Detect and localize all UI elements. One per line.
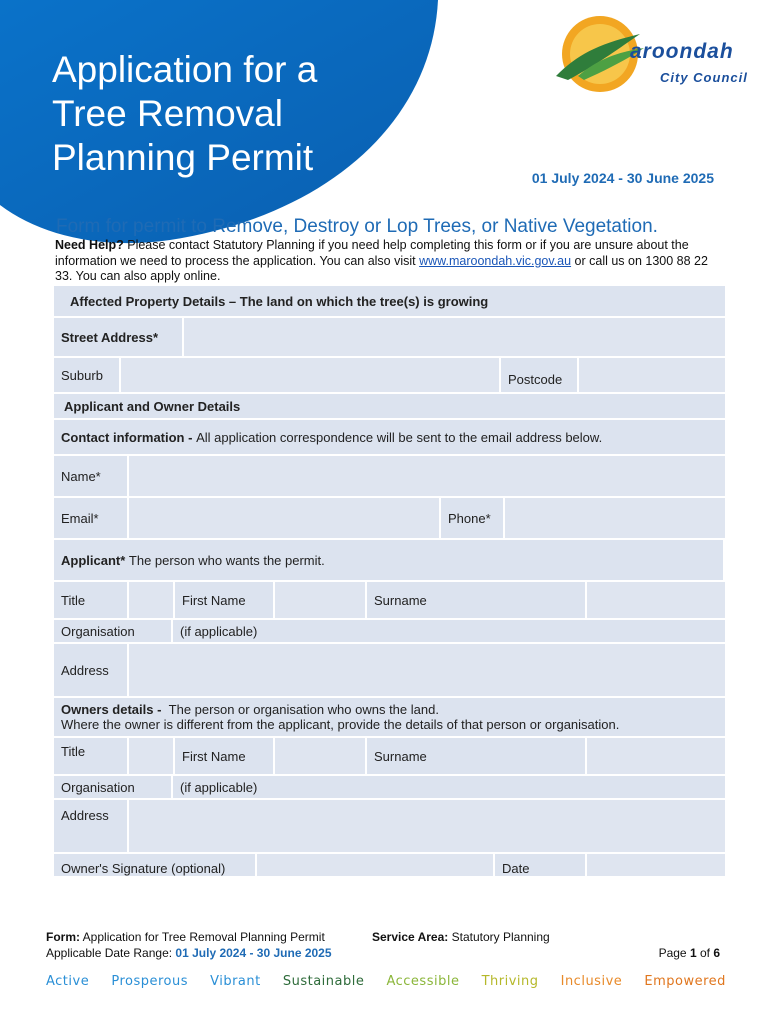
applicant-first-name-label: First Name <box>175 582 275 620</box>
owner-address-input[interactable] <box>129 800 725 854</box>
owner-title-input[interactable] <box>129 738 175 776</box>
date-range: 01 July 2024 - 30 June 2025 <box>531 170 714 186</box>
suburb-input[interactable] <box>121 358 501 394</box>
owner-organisation-input[interactable]: (if applicable) <box>173 776 725 800</box>
applicant-text: The person who wants the permit. <box>128 552 325 568</box>
owner-surname-input[interactable] <box>587 738 725 776</box>
footer-range-value: 01 July 2024 - 30 June 2025 <box>175 946 332 960</box>
applicant-lead: Applicant* <box>61 552 126 568</box>
owners-text-line2: Where the owner is different from the applicant, provide the details of that person or organisation. <box>61 717 620 732</box>
value-word: Active <box>46 974 90 989</box>
page-number-total: 6 <box>713 946 720 960</box>
owners-lead: Owners details - <box>61 702 166 717</box>
applicant-title-label: Title <box>54 582 129 620</box>
website-link[interactable]: www.maroondah.vic.gov.au <box>419 253 572 268</box>
applicant-owner-section-header: Applicant and Owner Details <box>54 394 725 420</box>
title-line: Planning Permit <box>52 137 314 178</box>
owners-text: The person or organisation who owns the land. <box>168 702 439 717</box>
date-label: Date <box>495 854 587 878</box>
value-word: Inclusive <box>560 974 623 989</box>
date-input[interactable] <box>587 854 725 878</box>
contact-info-lead: Contact information - <box>61 429 193 445</box>
title-line: Tree Removal <box>52 93 283 134</box>
name-input[interactable] <box>129 456 725 498</box>
applicant-note <box>54 540 723 582</box>
contact-info-note <box>54 420 725 456</box>
help-text <box>55 238 720 285</box>
value-word: Prosperous <box>111 974 188 989</box>
help-body: Please contact Statutory Planning if you need help completing this form or if you are unsure about the information we need to process the application. You can also visit <box>55 238 689 268</box>
suburb-label: Suburb <box>54 358 121 394</box>
applicant-title-input[interactable] <box>129 582 175 620</box>
applicant-first-name-input[interactable] <box>275 582 367 620</box>
council-values <box>46 974 726 989</box>
postcode-input[interactable] <box>579 358 725 394</box>
owners-note-line <box>61 702 439 717</box>
footer-line-2 <box>46 946 726 960</box>
application-form <box>54 286 725 878</box>
name-label: Name* <box>54 456 129 498</box>
applicant-organisation-input[interactable]: (if applicable) <box>173 620 725 644</box>
contact-info-text: All application correspondence will be sent to the email address below. <box>196 429 603 445</box>
email-label: Email* <box>54 498 129 540</box>
applicant-surname-input[interactable] <box>587 582 725 620</box>
footer-form <box>46 930 372 944</box>
help-lead: Need Help? <box>55 238 124 252</box>
applicant-address-label: Address <box>54 644 129 698</box>
footer-service-area <box>372 930 550 944</box>
footer-range-label: Applicable Date Range: <box>46 946 176 960</box>
footer-line-1 <box>46 930 726 944</box>
owner-organisation-label: Organisation <box>54 776 173 800</box>
page-number-of: of <box>696 946 714 960</box>
footer-service-lead: Service Area: <box>372 930 449 944</box>
owner-address-label: Address <box>54 800 129 854</box>
street-address-label: Street Address* <box>54 318 184 358</box>
applicant-surname-label: Surname <box>367 582 587 620</box>
title-line: Application for a <box>52 49 318 90</box>
help-body-end: or call us on 1300 88 22 33. You can also apply online. <box>55 253 708 283</box>
footer-date-range <box>46 946 332 960</box>
value-word: Accessible <box>386 974 460 989</box>
street-address-input[interactable] <box>184 318 725 358</box>
owners-note <box>54 698 725 738</box>
value-word: Thriving <box>481 974 539 989</box>
applicant-address-input[interactable] <box>129 644 725 698</box>
page-title <box>52 48 382 180</box>
page-number-prefix: Page <box>658 946 690 960</box>
email-input[interactable] <box>129 498 441 540</box>
footer-form-lead: Form: <box>46 930 80 944</box>
page-number <box>659 946 720 960</box>
logo-name: aroondah <box>630 40 734 63</box>
owner-signature-input[interactable] <box>257 854 495 878</box>
applicant-organisation-label: Organisation <box>54 620 173 644</box>
owner-first-name-input[interactable] <box>275 738 367 776</box>
page-footer <box>46 930 726 960</box>
value-word: Sustainable <box>282 974 365 989</box>
property-section-header: Affected Property Details – The land on which the tree(s) is growing <box>54 286 725 318</box>
owner-signature-label: Owner's Signature (optional) <box>54 854 257 878</box>
footer-service-text: Statutory Planning <box>448 930 550 944</box>
logo-subtitle: City Council <box>660 70 748 85</box>
form-subtitle: Form for permit to Remove, Destroy or Lop Trees, or Native Vegetation. <box>56 216 658 237</box>
owner-surname-label: Surname <box>367 738 587 776</box>
value-word: Empowered <box>644 974 726 989</box>
page-number-current: 1 <box>689 946 697 960</box>
phone-input[interactable] <box>505 498 725 540</box>
owner-title-label: Title <box>54 738 129 776</box>
phone-label: Phone* <box>441 498 505 540</box>
value-word: Vibrant <box>210 974 261 989</box>
postcode-label: Postcode <box>501 358 579 394</box>
owner-first-name-label: First Name <box>175 738 275 776</box>
footer-form-text: Application for Tree Removal Planning Permit <box>80 930 325 944</box>
